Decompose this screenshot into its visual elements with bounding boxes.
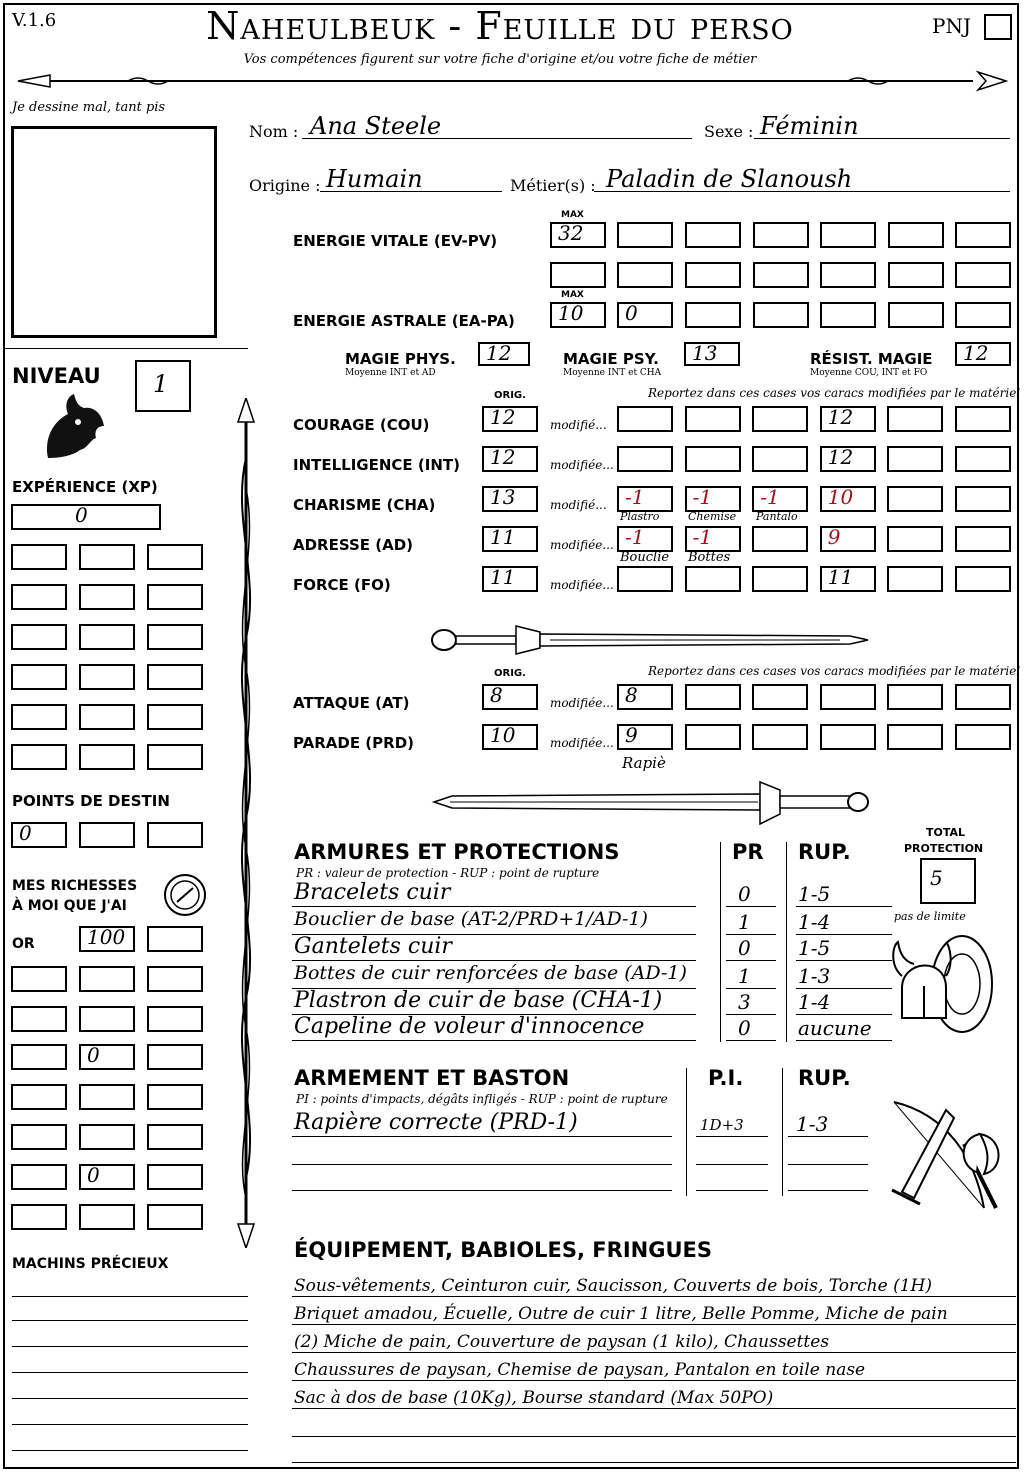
stat-mod-source-cha-1: Chemise [688, 510, 737, 523]
or-value: 100 [87, 925, 126, 949]
xp-box-r2c0[interactable] [11, 624, 67, 650]
weapon-name-0: Rapière correcte (PRD-1) [294, 1110, 578, 1135]
stat-mod-box-cou-3[interactable] [820, 406, 876, 432]
armor-row-line-4-2 [796, 1014, 892, 1015]
staff-decoration [228, 398, 264, 1248]
money-box-0[interactable] [11, 966, 67, 992]
xp-box-r5c1[interactable] [79, 744, 135, 770]
weapon-row-line-1-0 [292, 1164, 672, 1165]
xp-box[interactable] [11, 504, 161, 530]
weapon-row-line-0-0 [292, 1136, 672, 1137]
richesses-label-1: MES RICHESSES [12, 878, 138, 894]
xp-box-r3c2[interactable] [147, 664, 203, 690]
combat-orig-prd-value: 10 [490, 723, 516, 747]
combat-label-prd: PARADE (PRD) [293, 734, 415, 752]
money-box-3[interactable] [11, 1006, 67, 1032]
combat-mod-box-at-3[interactable] [820, 684, 876, 710]
stat-mod-box-int-2[interactable] [752, 446, 808, 472]
stat-mod-box-int-0[interactable] [617, 446, 673, 472]
money-box-14[interactable] [11, 1164, 67, 1190]
total-protection-box[interactable] [920, 858, 976, 904]
stat-mod-box-fo-3[interactable] [820, 566, 876, 592]
stat-mod-box-ad-4[interactable] [887, 526, 943, 552]
equipment-line-1[interactable] [292, 1300, 1016, 1325]
equipment-line-text: Sous-vêtements, Ceinturon cuir, Saucisson, Couverts de bois, Torche (1H) [294, 1276, 932, 1296]
energy-box-r1c4[interactable] [820, 262, 876, 288]
ea-label: ENERGIE ASTRALE (EA-PA) [293, 312, 515, 330]
stat-orig-fo[interactable] [482, 566, 538, 592]
helmet-shield-icon [888, 926, 1000, 1046]
armor-row-line-0-0 [292, 906, 696, 907]
money-box-16[interactable] [11, 1204, 67, 1230]
stat-modified-label-int: modifiée... [550, 458, 614, 472]
armor-name-1: Bouclier de base (AT-2/PRD+1/AD-1) [294, 908, 648, 930]
stat-mod-box-ad-1-value: -1 [692, 525, 713, 549]
energy-box-r0c5[interactable] [888, 222, 944, 248]
coin-icon [162, 872, 208, 918]
weapon-row-line-2-0 [292, 1190, 672, 1191]
energy-box-r1c2[interactable] [685, 262, 741, 288]
combat-mod-box-at-1[interactable] [685, 684, 741, 710]
cuivre-value: 0 [87, 1163, 100, 1187]
armor-row-line-1-2 [796, 934, 892, 935]
stat-mod-source-cha-0: Plastro [620, 510, 660, 523]
energy-box-r2c6[interactable] [955, 302, 1011, 328]
combat-mod-box-prd-1[interactable] [685, 724, 741, 750]
orig-label-combat: ORIG. [494, 668, 526, 679]
stat-mod-box-fo-2[interactable] [752, 566, 808, 592]
sword-decoration-2 [430, 778, 872, 828]
resist-magie-label: RÉSIST. MAGIE [810, 350, 933, 368]
stat-mod-box-int-5[interactable] [955, 446, 1011, 472]
stat-mod-box-cha-3-value: 10 [827, 485, 854, 509]
weapons-title: ARMEMENT ET BASTON [294, 1066, 570, 1090]
cuivre-box[interactable] [79, 1164, 135, 1190]
machins-line-3[interactable] [12, 1372, 248, 1373]
energy-box-r0c2[interactable] [685, 222, 741, 248]
stat-label-ad: ADRESSE (AD) [293, 536, 414, 554]
stat-mod-source-ad-0: Bouclie [620, 550, 670, 565]
stat-mod-box-cha-1[interactable] [685, 486, 741, 512]
weapon-row-line-1-2 [788, 1164, 868, 1165]
nom-label: Nom : [249, 122, 299, 141]
machins-line-4[interactable] [12, 1398, 248, 1399]
sexe-label: Sexe : [704, 122, 754, 141]
richesses-label-2: À MOI QUE J'AI [12, 898, 127, 914]
armor-row-line-2-2 [796, 960, 892, 961]
combat-orig-at-value: 8 [490, 683, 503, 707]
equipment-line-6[interactable] [292, 1438, 1016, 1463]
xp-box-r5c0[interactable] [11, 744, 67, 770]
stat-orig-int-value: 12 [490, 445, 516, 469]
stat-mod-box-cou-3-value: 12 [827, 405, 854, 429]
weapon-row-line-1-1 [696, 1164, 768, 1165]
equipment-line-2[interactable] [292, 1328, 1016, 1353]
pnj-label: PNJ [932, 14, 971, 38]
weapon-row-line-2-2 [788, 1190, 868, 1191]
xp-box-r4c0[interactable] [11, 704, 67, 730]
money-box-11[interactable] [11, 1124, 67, 1150]
armor-row-line-0-1 [726, 906, 776, 907]
armor-rup-1: 1-4 [798, 910, 831, 934]
xp-box-r5c2[interactable] [147, 744, 203, 770]
page-title: Naheulbeuk - Feuille du perso [206, 4, 794, 48]
xp-box-r1c2[interactable] [147, 584, 203, 610]
armor-row-line-1-1 [726, 934, 776, 935]
money-box-4[interactable] [79, 1006, 135, 1032]
dragon-icon [38, 392, 108, 464]
armor-rup-0: 1-5 [798, 882, 831, 906]
armor-row-line-5-2 [796, 1040, 892, 1041]
stat-mod-box-fo-0[interactable] [617, 566, 673, 592]
armor-rup-2: 1-5 [798, 936, 831, 960]
stat-modified-label-cou: modifié... [550, 418, 607, 432]
stat-mod-box-cha-3[interactable] [820, 486, 876, 512]
stat-mod-box-cou-1[interactable] [685, 406, 741, 432]
portrait-box[interactable] [11, 126, 217, 338]
prd-mod-note: Rapiè [622, 754, 666, 772]
armor-row-line-5-1 [726, 1040, 776, 1041]
combat-label-at: ATTAQUE (AT) [293, 694, 410, 712]
machins-label: MACHINS PRÉCIEUX [12, 1256, 169, 1272]
stat-mod-box-ad-2[interactable] [752, 526, 808, 552]
resist-magie-value: 12 [963, 341, 989, 365]
destin-box-3[interactable] [147, 822, 203, 848]
magie-psy-note: Moyenne INT et CHA [563, 368, 662, 378]
magie-phys-box[interactable] [478, 342, 530, 366]
armor-row-line-5-0 [292, 1040, 696, 1041]
or-box-2[interactable] [147, 926, 203, 952]
armor-rup-header: RUP. [798, 840, 851, 864]
money-box-9[interactable] [79, 1084, 135, 1110]
stat-mod-box-int-3-value: 12 [827, 445, 854, 469]
combat-modified-label-prd: modifiée... [550, 736, 614, 750]
combat-mod-box-at-2[interactable] [752, 684, 808, 710]
xp-box-r0c1[interactable] [79, 544, 135, 570]
combat-mod-box-at-0-value: 8 [625, 683, 638, 707]
money-box-1[interactable] [79, 966, 135, 992]
magie-psy-label: MAGIE PSY. [563, 350, 659, 368]
armor-row-line-4-1 [726, 1014, 776, 1015]
armor-row-line-2-1 [726, 960, 776, 961]
stat-orig-cou-value: 12 [490, 405, 516, 429]
armor-pr-2: 0 [738, 936, 751, 960]
stat-modified-label-ad: modifiée... [550, 538, 614, 552]
armor-row-line-3-2 [796, 988, 892, 989]
energy-box-r2c0-value: 10 [558, 301, 584, 325]
energy-box-r0c3[interactable] [753, 222, 809, 248]
armor-subtitle: PR : valeur de protection - RUP : point de rupture [296, 866, 600, 880]
money-box-7[interactable] [147, 1044, 203, 1070]
energy-box-r0c1[interactable] [617, 222, 673, 248]
machins-line-1[interactable] [12, 1320, 248, 1321]
armor-row-line-0-2 [796, 906, 892, 907]
total-protection-value: 5 [930, 866, 943, 890]
weapon-row-line-2-1 [696, 1190, 768, 1191]
ev-label: ENERGIE VITALE (EV-PV) [293, 232, 498, 250]
energy-box-r2c2[interactable] [685, 302, 741, 328]
combat-mod-box-at-5[interactable] [955, 684, 1011, 710]
xp-box-r4c2[interactable] [147, 704, 203, 730]
equipment-line-5[interactable] [292, 1412, 1016, 1437]
combat-mod-box-prd-0[interactable] [617, 724, 673, 750]
destin-value: 0 [19, 821, 32, 845]
stat-mod-box-cha-1-value: -1 [692, 485, 713, 509]
money-box-6[interactable] [11, 1044, 67, 1070]
energy-box-r2c4[interactable] [820, 302, 876, 328]
energy-box-r0c4[interactable] [820, 222, 876, 248]
money-box-17[interactable] [79, 1204, 135, 1230]
armor-row-line-2-0 [292, 960, 696, 961]
magie-phys-note: Moyenne INT et AD [345, 368, 436, 378]
energy-box-r0c0-value: 32 [558, 221, 584, 245]
stat-label-cha: CHARISME (CHA) [293, 496, 436, 514]
magie-phys-value: 12 [486, 341, 512, 365]
xp-box-r2c1[interactable] [79, 624, 135, 650]
stat-mod-box-cha-5[interactable] [955, 486, 1011, 512]
armor-name-2: Gantelets cuir [294, 934, 452, 959]
combat-mod-box-prd-5[interactable] [955, 724, 1011, 750]
xp-box-r1c0[interactable] [11, 584, 67, 610]
weapon-row-line-0-2 [788, 1136, 868, 1137]
combat-mod-box-at-0[interactable] [617, 684, 673, 710]
stat-mod-box-int-1[interactable] [685, 446, 741, 472]
money-box-5[interactable] [147, 1006, 203, 1032]
equipment-line-text: Chaussures de paysan, Chemise de paysan, Pantalon en toile nase [294, 1360, 866, 1380]
metier-value[interactable]: Paladin de Slanoush [606, 165, 853, 193]
combat-mod-box-prd-3[interactable] [820, 724, 876, 750]
stat-mod-box-cou-5[interactable] [955, 406, 1011, 432]
money-box-12[interactable] [79, 1124, 135, 1150]
xp-box-r0c0[interactable] [11, 544, 67, 570]
ev-max-label: MAX [561, 210, 584, 220]
stat-mod-source-cha-2: Pantalo [756, 510, 798, 523]
combat-note: Reportez dans ces cases vos caracs modifiées par le matériel [648, 664, 1021, 678]
resist-magie-note: Moyenne COU, INT et FO [810, 368, 928, 378]
magie-phys-label: MAGIE PHYS. [345, 350, 456, 368]
stat-label-cou: COURAGE (COU) [293, 416, 430, 434]
destin-label: POINTS DE DESTIN [12, 792, 170, 810]
stat-mod-box-ad-1[interactable] [685, 526, 741, 552]
stat-mod-box-fo-3-value: 11 [827, 565, 854, 589]
money-box-13[interactable] [147, 1124, 203, 1150]
xp-box-r1c1[interactable] [79, 584, 135, 610]
armor-pr-3: 1 [738, 964, 751, 988]
argent-box[interactable] [79, 1044, 135, 1070]
combat-modified-label-at: modifiée... [550, 696, 614, 710]
energy-box-r2c1[interactable] [617, 302, 673, 328]
stat-mod-box-cou-0[interactable] [617, 406, 673, 432]
stat-mod-box-int-4[interactable] [887, 446, 943, 472]
ea-max-label: MAX [561, 290, 584, 300]
stat-mod-box-ad-0[interactable] [617, 526, 673, 552]
stat-mod-box-cha-2[interactable] [752, 486, 808, 512]
equipment-line-text: Sac à dos de base (10Kg), Bourse standard (Max 50PO) [294, 1388, 774, 1408]
niveau-label: NIVEAU [12, 364, 101, 388]
stat-label-int: INTELLIGENCE (INT) [293, 456, 460, 474]
energy-box-r0c6[interactable] [955, 222, 1011, 248]
orig-label: ORIG. [494, 390, 526, 401]
armor-pr-header: PR [732, 840, 764, 864]
equipment-line-4[interactable] [292, 1384, 1016, 1409]
total-label-1: TOTAL [926, 826, 966, 839]
energy-box-r2c5[interactable] [888, 302, 944, 328]
equipment-title: ÉQUIPEMENT, BABIOLES, FRINGUES [294, 1238, 712, 1262]
stat-mod-box-fo-4[interactable] [887, 566, 943, 592]
stat-orig-fo-value: 11 [490, 565, 516, 589]
stats-note: Reportez dans ces cases vos caracs modifiées par le matériel [648, 386, 1021, 400]
or-label: OR [12, 936, 35, 952]
equipment-line-text: (2) Miche de pain, Couverture de paysan (1 kilo), Chaussettes [294, 1332, 830, 1352]
armor-rup-5: aucune [798, 1016, 872, 1040]
armor-rup-3: 1-3 [798, 964, 831, 988]
argent-value: 0 [87, 1043, 100, 1067]
armor-col-divider-2 [786, 842, 787, 1042]
weapons-pi-header: P.I. [708, 1066, 744, 1090]
metier-label: Métier(s) : [510, 176, 596, 195]
stat-mod-source-ad-1: Bottes [688, 550, 731, 565]
weapon-rup-0: 1-3 [796, 1112, 829, 1136]
armor-name-0: Bracelets cuir [294, 880, 451, 905]
armor-name-3: Bottes de cuir renforcées de base (AD-1) [294, 962, 687, 984]
machins-line-0[interactable] [12, 1296, 248, 1297]
stat-mod-box-cha-2-value: -1 [760, 485, 780, 509]
energy-box-r1c5[interactable] [888, 262, 944, 288]
left-divider [4, 348, 248, 349]
stat-mod-box-cha-4[interactable] [887, 486, 943, 512]
xp-box-r2c2[interactable] [147, 624, 203, 650]
stat-orig-cha-value: 13 [490, 485, 516, 509]
money-box-18[interactable] [147, 1204, 203, 1230]
xp-value: 0 [75, 503, 88, 527]
weapons-icon [884, 1094, 1008, 1216]
stat-orig-cou[interactable] [482, 406, 538, 432]
destin-box-2[interactable] [79, 822, 135, 848]
energy-box-r2c3[interactable] [753, 302, 809, 328]
stat-mod-box-fo-1[interactable] [685, 566, 741, 592]
xp-label: EXPÉRIENCE (XP) [12, 478, 158, 496]
stat-orig-ad[interactable] [482, 526, 538, 552]
niveau-box[interactable] [135, 360, 191, 412]
stat-mod-box-cou-2[interactable] [752, 406, 808, 432]
combat-mod-box-prd-0-value: 9 [625, 723, 638, 747]
stat-orig-cha[interactable] [482, 486, 538, 512]
stat-label-fo: FORCE (FO) [293, 576, 391, 594]
stat-orig-ad-value: 11 [490, 525, 516, 549]
money-box-8[interactable] [11, 1084, 67, 1110]
money-box-2[interactable] [147, 966, 203, 992]
portrait-caption: Je dessine mal, tant pis [12, 100, 166, 115]
weapon-row-line-0-1 [696, 1136, 768, 1137]
energy-box-r1c0[interactable] [550, 262, 606, 288]
magie-psy-box[interactable] [684, 342, 740, 366]
combat-mod-box-prd-4[interactable] [887, 724, 943, 750]
xp-box-r3c1[interactable] [79, 664, 135, 690]
stat-mod-box-cha-0[interactable] [617, 486, 673, 512]
armor-title: ARMURES ET PROTECTIONS [294, 840, 620, 864]
stat-mod-box-cha-0-value: -1 [625, 485, 645, 509]
weapons-col-divider-1 [686, 1068, 687, 1196]
stat-modified-label-cha: modifié... [550, 498, 607, 512]
stat-mod-box-cou-4[interactable] [887, 406, 943, 432]
magie-psy-value: 13 [692, 341, 718, 365]
stat-mod-box-ad-5[interactable] [955, 526, 1011, 552]
total-label-2: PROTECTION [904, 842, 984, 855]
equipment-line-0[interactable] [292, 1272, 1016, 1297]
armor-pr-5: 0 [738, 1016, 751, 1040]
equipment-line-3[interactable] [292, 1356, 1016, 1381]
pnj-checkbox[interactable] [984, 14, 1012, 40]
or-box[interactable] [79, 926, 135, 952]
combat-mod-box-prd-2[interactable] [752, 724, 808, 750]
destin-box-1[interactable] [11, 822, 67, 848]
weapons-subtitle: PI : points d'impacts, dégâts infligés - RUP : point de rupture [296, 1092, 668, 1106]
energy-box-r2c0[interactable] [550, 302, 606, 328]
stat-mod-box-ad-3[interactable] [820, 526, 876, 552]
money-box-15[interactable] [147, 1164, 203, 1190]
stat-mod-box-int-3[interactable] [820, 446, 876, 472]
armor-name-4: Plastron de cuir de base (CHA-1) [294, 988, 663, 1013]
page-subtitle: Vos compétences figurent sur votre fiche d'origine et/ou votre fiche de métier [243, 52, 757, 67]
combat-orig-at[interactable] [482, 684, 538, 710]
machins-line-5[interactable] [12, 1424, 248, 1425]
origine-label: Origine : [249, 176, 321, 195]
origine-value[interactable]: Humain [326, 165, 423, 193]
sexe-value[interactable]: Féminin [760, 112, 859, 140]
equipment-line-text: Briquet amadou, Écuelle, Outre de cuir 1 litre, Belle Pomme, Miche de pain [294, 1304, 948, 1324]
nom-value[interactable]: Ana Steele [310, 112, 442, 140]
armor-pr-0: 0 [738, 882, 751, 906]
no-limit-label: pas de limite [894, 910, 966, 923]
machins-line-6[interactable] [12, 1450, 248, 1451]
energy-box-r1c6[interactable] [955, 262, 1011, 288]
armor-col-divider-1 [720, 842, 721, 1042]
energy-box-r2c1-value: 0 [625, 301, 638, 325]
weapons-col-divider-2 [782, 1068, 783, 1196]
weapons-rup-header: RUP. [798, 1066, 851, 1090]
money-box-10[interactable] [147, 1084, 203, 1110]
combat-mod-box-at-4[interactable] [887, 684, 943, 710]
stat-mod-box-ad-3-value: 9 [827, 525, 841, 549]
xp-box-r4c1[interactable] [79, 704, 135, 730]
energy-box-r1c3[interactable] [753, 262, 809, 288]
xp-box-r0c2[interactable] [147, 544, 203, 570]
weapon-pi-0: 1D+3 [700, 1116, 744, 1134]
machins-line-2[interactable] [12, 1346, 248, 1347]
spear-divider [8, 68, 1016, 94]
xp-box-r3c0[interactable] [11, 664, 67, 690]
stat-mod-box-fo-5[interactable] [955, 566, 1011, 592]
energy-box-r0c0[interactable] [550, 222, 606, 248]
stat-mod-box-ad-0-value: -1 [625, 525, 645, 549]
version-label: V.1.6 [12, 10, 57, 31]
armor-name-5: Capeline de voleur d'innocence [294, 1014, 645, 1039]
armor-row-line-3-1 [726, 988, 776, 989]
energy-box-r1c1[interactable] [617, 262, 673, 288]
stat-modified-label-fo: modifiée... [550, 578, 614, 592]
resist-magie-box[interactable] [955, 342, 1011, 366]
stat-orig-int[interactable] [482, 446, 538, 472]
niveau-value: 1 [153, 370, 169, 398]
combat-orig-prd[interactable] [482, 724, 538, 750]
sword-decoration-1 [430, 622, 870, 658]
armor-pr-1: 1 [738, 910, 751, 934]
armor-pr-4: 3 [738, 990, 751, 1014]
armor-rup-4: 1-4 [798, 990, 831, 1014]
